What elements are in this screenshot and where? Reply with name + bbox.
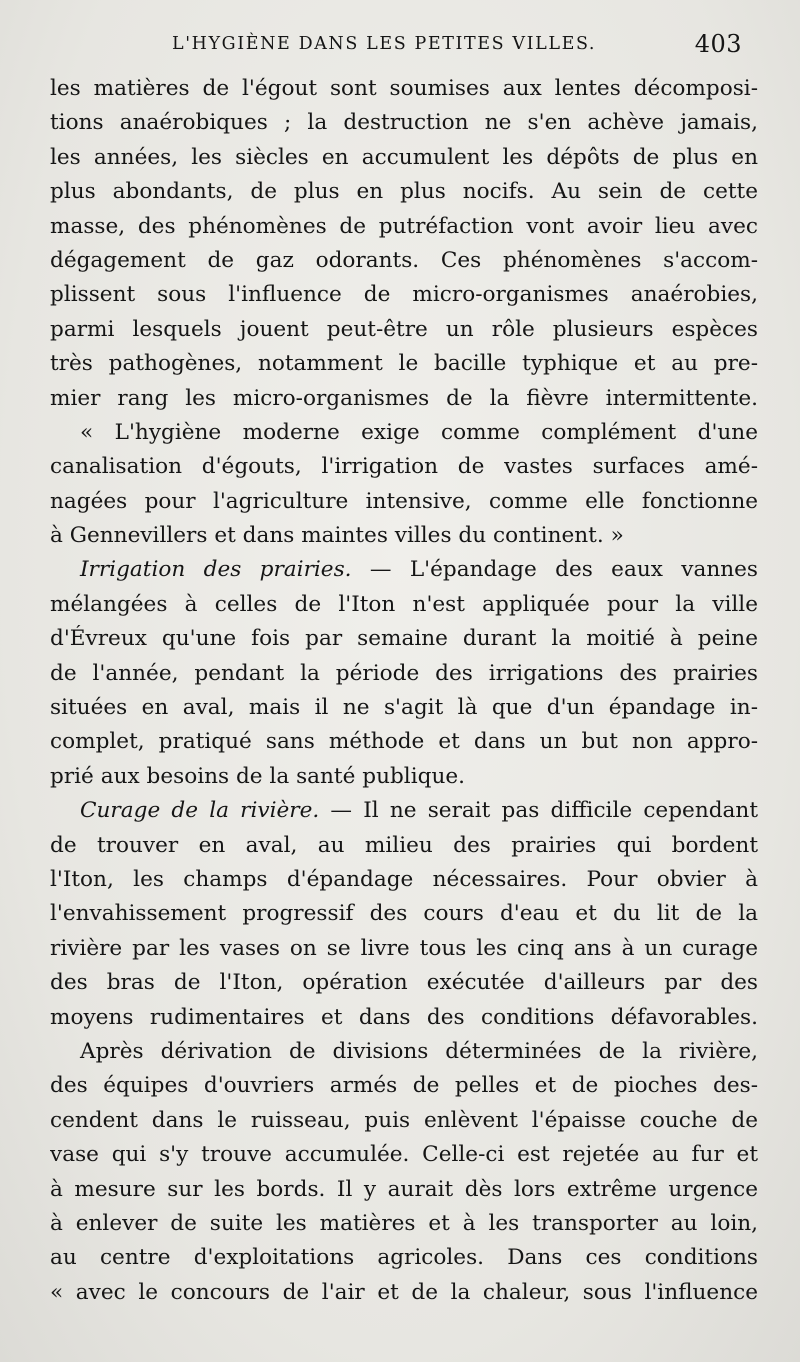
text-line: de trouver en aval, au milieu des prairies qui bordent — [50, 832, 758, 858]
text-line: l'Iton, les champs d'épandage nécessaires. Pour obvier à — [50, 866, 758, 892]
text-line: l'envahissement progressif des cours d'eau et du lit de la — [50, 901, 758, 927]
text-line: plissent sous l'influence de micro-organismes anaérobies, — [50, 282, 758, 308]
text-line: des équipes d'ouvriers armés de pelles et de pioches des- — [50, 1073, 758, 1099]
text-line: les matières de l'égout sont soumises aux lentes décomposi- — [50, 76, 758, 101]
text-line: à Gennevillers et dans maintes villes du continent. » — [50, 523, 624, 549]
text-line: vase qui s'y trouve accumulée. Celle-ci est rejetée au fur et — [50, 1142, 758, 1168]
text-line: « avec le concours de l'air et de la chaleur, sous l'influence — [50, 1279, 758, 1305]
section-heading-irrigation: Irrigation des prairies. — [80, 557, 352, 583]
text-line: très pathogènes, notamment le bacille typhique et au pre- — [50, 351, 758, 377]
text-line: rivière par les vases on se livre tous les cinq ans à un curage — [50, 935, 758, 961]
text-line: plus abondants, de plus en plus nocifs. Au sein de cette — [50, 179, 758, 205]
body-text — [50, 72, 758, 1310]
text-line: à mesure sur les bords. Il y aurait dès lors extrême urgence — [50, 1176, 758, 1202]
text-line: prié aux besoins de la santé publique. — [50, 763, 465, 789]
page-header — [52, 30, 742, 64]
section-heading-line: Irrigation des prairies. — L'épandage des eaux vannes — [80, 557, 758, 583]
text-line: moyens rudimentaires et dans des conditions défavorables. — [50, 1004, 758, 1030]
text-line: d'Évreux qu'une fois par semaine durant la moitié à peine — [50, 626, 758, 652]
text-line: mélangées à celles de l'Iton n'est appliquée pour la ville — [50, 591, 758, 617]
text-line: dégagement de gaz odorants. Ces phénomènes s'accom- — [50, 247, 758, 273]
running-head: L'HYGIÈNE DANS LES PETITES VILLES. — [172, 34, 597, 54]
text-line: parmi lesquels jouent peut-être un rôle plusieurs espèces — [50, 316, 758, 342]
text-line: mier rang les micro-organismes de la fièvre intermittente. — [50, 385, 758, 411]
text-line: Après dérivation de divisions déterminées de la rivière, — [80, 1038, 758, 1064]
text-line: situées en aval, mais il ne s'agit là que d'un épandage in- — [50, 695, 758, 721]
text-line: les années, les siècles en accumulent les dépôts de plus en — [50, 144, 758, 170]
text-line: de l'année, pendant la période des irrigations des prairies — [50, 660, 758, 686]
text-line: complet, pratiqué sans méthode et dans un but non appro- — [50, 729, 758, 755]
section-heading-curage: Curage de la rivière. — [80, 798, 320, 824]
text-line: canalisation d'égouts, l'irrigation de vastes surfaces amé- — [50, 454, 758, 480]
text-line: masse, des phénomènes de putréfaction vont avoir lieu avec — [50, 213, 758, 239]
text-line: au centre d'exploitations agricoles. Dans ces conditions — [50, 1245, 758, 1271]
text-line: à enlever de suite les matières et à les transporter au loin, — [50, 1210, 758, 1236]
text-line: tions anaérobiques ; la destruction ne s'en achève jamais, — [50, 110, 758, 136]
text-line: nagées pour l'agriculture intensive, comme elle fonctionne — [50, 488, 758, 514]
page-number: 403 — [694, 30, 742, 58]
text-line: « L'hygiène moderne exige comme complément d'une — [80, 419, 758, 445]
text-line: cendent dans le ruisseau, puis enlèvent l'épaisse couche de — [50, 1107, 758, 1133]
text-line: des bras de l'Iton, opération exécutée d'ailleurs par des — [50, 970, 758, 996]
section-heading-line: Curage de la rivière. — Il ne serait pas difficile cependant — [80, 798, 758, 824]
